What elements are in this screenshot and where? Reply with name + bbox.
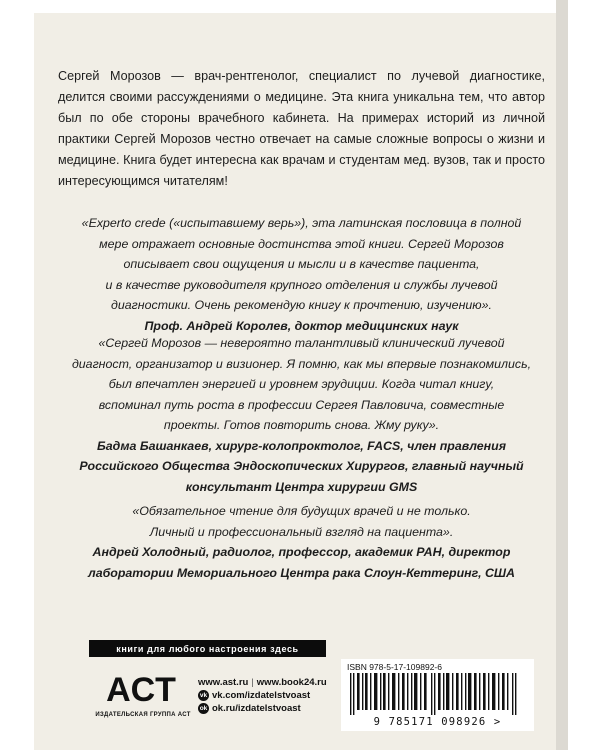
websites-row [198,676,338,689]
quote-line: вспоминал путь роста в профессии Сергея Павловича, совместные [98,397,505,412]
quote-author: Российского Общества Эндоскопических Хирургов, главный научный [79,459,524,473]
book-description: Сергей Морозов — врач-рентгенолог, специалист по лучевой диагностике, делится своими рассуждениями о медицине. Эта книга уникальна тем, что автор был по обе стороны врачебного кабинета. На примерах историй из личной практики Сергей Морозов честно отвечает на самые сложные вопросы о жизни и медицине. Книга будет интересна как врачам и студентам мед. вузов, так и просто интересующимся читателям! [58,69,545,188]
review-quote-2 [58,333,545,497]
publisher-logo [88,667,198,725]
quote-author: Андрей Холодный, радиолог, профессор, академик РАН, директор [92,545,511,559]
site-link-ast[interactable]: www.ast.ru [198,677,249,688]
barcode-icon [347,673,528,715]
barcode-digits: 9 785171 098926 > [373,716,502,728]
quote-line: мере отражает основные достинства этой книги. Сергей Морозов [99,236,504,251]
slogan-text: книги для любого настроения здесь [116,643,299,654]
quote-author: Проф. Андрей Королев, доктор медицинских наук [144,318,459,333]
quote-author: консультант Центра хирургии GMS [185,479,418,494]
quote-line: описывает свои ощущения и мысли и в качестве пациента, [123,257,480,271]
review-quote-3 [58,501,545,583]
isbn-label: ISBN 978-5-17-109892-6 [347,662,442,672]
quote-author: Бадма Башанкаев, хирург-колопроктолог, FACS, член правления [97,438,506,453]
review-quote-1 [58,213,545,336]
vk-icon: vk [199,692,208,699]
barcode-area [341,659,534,731]
quote-line: Личный и профессиональный взгляд на пациента». [149,524,454,539]
quote-line: проекты. Готов повторить снова. Жму руку». [163,418,440,432]
quote-line: «Обязательное чтение для будущих врачей и не только. [132,504,471,518]
quote-line: диагност, организатор и визионер. Я помню, как мы впервые познакомились, [71,356,532,371]
link-separator: | [251,677,254,688]
quote-line: и в качестве руководителя крупного отделения и службы лучевой [105,277,498,292]
quote-line: был впечатлен энергией и уровнем эрудиции. Когда читал книгу, [108,377,495,391]
book-spine [556,0,568,750]
publisher-links [198,676,338,715]
publisher-name: ИЗДАТЕЛЬСКАЯ ГРУППА АСТ [95,712,191,718]
vk-link[interactable]: vk.com/izdatelstvoast [212,690,311,701]
ok-link[interactable]: ok.ru/izdatelstvoast [212,703,301,714]
quote-line: «Experto crede («испытавшему верь»), эта латинская пословица в полной [81,216,522,230]
site-link-book24[interactable]: www.book24.ru [256,677,327,688]
slogan-strip [89,640,326,657]
page-margin [568,0,600,750]
quote-line: диагностики. Очень рекомендую книгу к прочтению, изучению». [111,298,492,312]
ok-row [198,702,338,715]
vk-row [198,689,338,702]
logo-text: ACT [106,671,176,709]
quote-line: «Сергей Морозов — невероятно талантливый клинический лучевой [98,336,505,350]
ok-icon: ok [199,705,208,712]
ast-logo-icon [106,667,176,709]
quote-author: лаборатории Мемориального Центра рака Слоун-Кеттеринг, США [87,565,516,580]
